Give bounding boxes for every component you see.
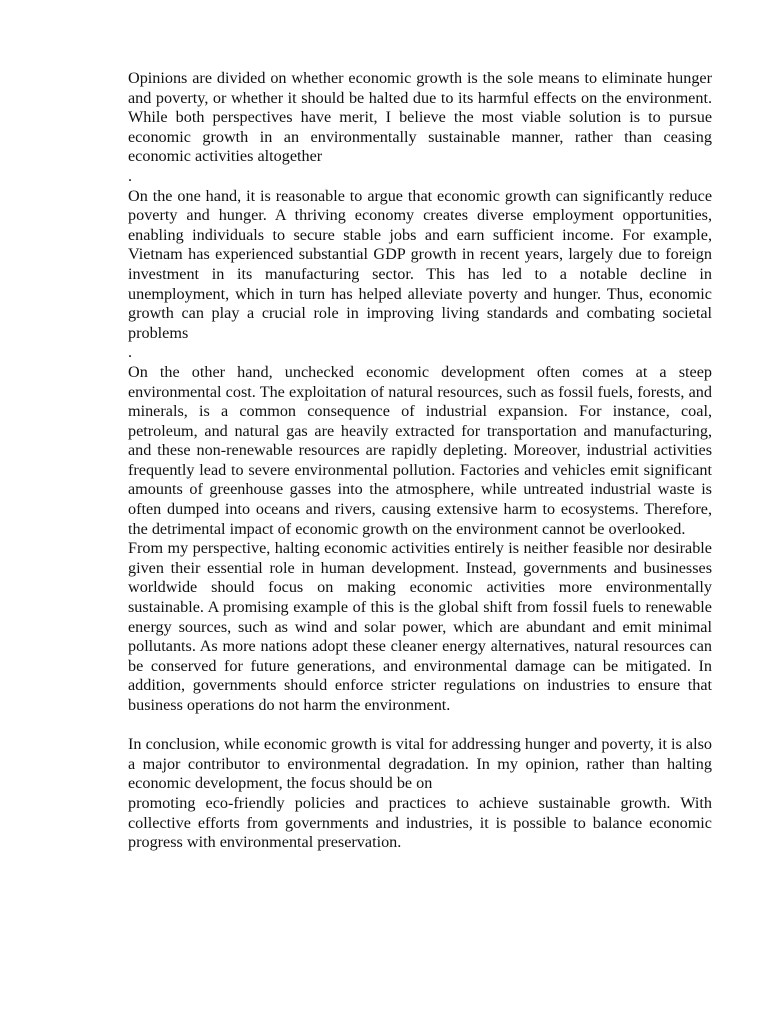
body-paragraph-growth-benefits: On the one hand, it is reasonable to argue that economic growth can significantly reduce poverty and hunger. A thriving economy creates diverse employment opportunities, enabling individuals to secure stable jobs and earn sufficient income. For example, Vietnam has experienced substantial GDP growth in recent years, largely due to foreign investment in its manufacturing sector. This has led to a notable decline in unemployment, which in turn has helped alleviate poverty and hunger. Thus, economic growth can play a crucial role in improving living standards and combating societal problems — [128, 186, 712, 342]
intro-paragraph: Opinions are divided on whether economic growth is the sole means to eliminate hunger and poverty, or whether it should be halted due to its harmful effects on the environment. While both perspectives have merit, I believe the most viable solution is to pursue economic growth in an environmentally sustainable manner, rather than ceasing economic activities altogether — [128, 69, 712, 166]
conclusion-paragraph-part-2: promoting eco-friendly policies and practices to achieve sustainable growth. With collective efforts from governments and industries, it is possible to balance economic progress with environmental preservation. — [128, 793, 712, 852]
body-paragraph-perspective: From my perspective, halting economic activities entirely is neither feasible nor desirable given their essential role in human development. Instead, governments and businesses worldwide should focus on making economic activities more environmentally sustainable. A promising example of this is the global shift from fossil fuels to renewable energy sources, such as wind and solar power, which are abundant and emit minimal pollutants. As more nations adopt these cleaner energy alternatives, natural resources can be conserved for future generations, and environmental damage can be mitigated. In addition, governments should enforce stricter regulations on industries to ensure that business operations do not harm the environment. — [128, 539, 712, 714]
stray-period: . — [128, 343, 133, 362]
document-page — [128, 69, 712, 853]
body-paragraph-environmental-cost: On the other hand, unchecked economic development often comes at a steep environmental cost. The exploitation of natural resources, such as fossil fuels, forests, and minerals, is a common consequence of industrial expansion. For instance, coal, petroleum, and natural gas are heavily extracted for transportation and manufacturing, and these non-renewable resources are rapidly depleting. Moreover, industrial activities frequently lead to severe environmental pollution. Factories and vehicles emit significant amounts of greenhouse gasses into the atmosphere, while untreated industrial waste is often dumped into oceans and rivers, causing extensive harm to ecosystems. Therefore, the detrimental impact of economic growth on the environment cannot be overlooked. — [128, 362, 712, 538]
stray-period: . — [128, 166, 133, 185]
blank-line — [128, 716, 712, 736]
conclusion-paragraph-part-1: In conclusion, while economic growth is vital for addressing hunger and poverty, it is also a major contributor to environmental degradation. In my opinion, rather than halting economic development, the focus should be on — [128, 735, 712, 793]
